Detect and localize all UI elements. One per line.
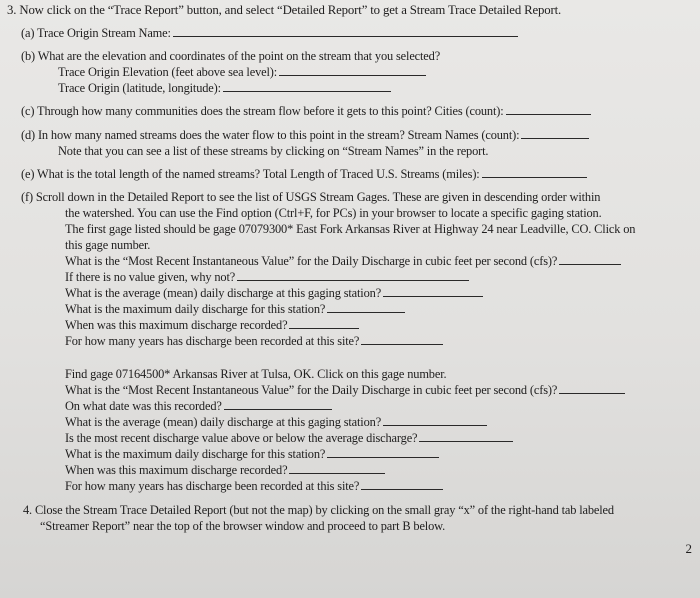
- q3b-coords-prompt: Trace Origin (latitude, longitude):: [58, 81, 221, 95]
- g2-q4-prompt: Is the most recent discharge value above or below the average discharge?: [65, 431, 418, 445]
- q3d-line: [21, 128, 589, 142]
- g2-q5-line: [65, 447, 439, 461]
- g1-q2-answer-blank[interactable]: [237, 270, 469, 281]
- g1-q3-prompt: What is the average (mean) daily discharge at this gaging station?: [65, 286, 382, 300]
- g1-q6-line: [65, 334, 443, 348]
- g1-q1-line: [65, 254, 621, 268]
- g1-q2-line: [65, 270, 469, 284]
- q3f-line-1: (f) Scroll down in the Detailed Report to see the list of USGS Stream Gages. These are given in descending order within: [21, 190, 601, 204]
- g2-q6-line: [65, 463, 385, 477]
- q3c-prompt: (c) Through how many communities does the stream flow before it gets to this point? Cities (count):: [21, 104, 504, 118]
- q3a-answer-blank[interactable]: [173, 26, 518, 37]
- g1-q5-prompt: When was this maximum discharge recorded?: [65, 318, 288, 332]
- g1-q2-prompt: If there is no value given, why not?: [65, 270, 236, 284]
- g1-q3-line: [65, 286, 483, 300]
- q3e-line: [21, 167, 587, 181]
- q3e-prompt: (e) What is the total length of the named streams? Total Length of Traced U.S. Streams (miles):: [21, 167, 480, 181]
- g2-q5-prompt: What is the maximum daily discharge for this station?: [65, 447, 326, 461]
- q3a-line: [21, 26, 518, 40]
- q3e-answer-blank[interactable]: [482, 167, 587, 178]
- g2-q1-answer-blank[interactable]: [559, 383, 625, 394]
- g1-q1-prompt: What is the “Most Recent Instantaneous Value” for the Daily Discharge in cubic feet per second (cfs)?: [65, 254, 558, 268]
- g2-q1-prompt: What is the “Most Recent Instantaneous Value” for the Daily Discharge in cubic feet per second (cfs)?: [65, 383, 558, 397]
- g2-q4-answer-blank[interactable]: [419, 431, 513, 442]
- g2-q3-line: [65, 415, 487, 429]
- g1-q4-line: [65, 302, 405, 316]
- q3d-prompt: (d) In how many named streams does the water flow to this point in the stream? Stream Names (count):: [21, 128, 520, 142]
- g1-q3-answer-blank[interactable]: [383, 286, 483, 297]
- g2-q3-prompt: What is the average (mean) daily discharge at this gaging station?: [65, 415, 382, 429]
- q3d-note: Note that you can see a list of these streams by clicking on “Stream Names” in the report.: [58, 144, 489, 158]
- q3f-line-3: The first gage listed should be gage 07079300* East Fork Arkansas River at Highway 24 near Leadville, CO. Click on: [65, 222, 636, 236]
- g1-q1-answer-blank[interactable]: [559, 254, 621, 265]
- q3b-coords-line: [58, 81, 391, 95]
- q3b-coords-answer-blank[interactable]: [223, 81, 391, 92]
- g2-q6-answer-blank[interactable]: [289, 463, 385, 474]
- q3f-line-4: this gage number.: [65, 238, 151, 252]
- g2-q4-line: [65, 431, 513, 445]
- g1-q6-answer-blank[interactable]: [361, 334, 443, 345]
- q4-line-1: 4. Close the Stream Trace Detailed Report (but not the map) by clicking on the small gray “x” of the right-hand tab labeled: [23, 503, 614, 517]
- q3d-answer-blank[interactable]: [521, 128, 589, 139]
- q3b-elevation-prompt: Trace Origin Elevation (feet above sea level):: [58, 65, 278, 79]
- g1-q5-line: [65, 318, 359, 332]
- g2-q5-answer-blank[interactable]: [327, 447, 439, 458]
- q3-title: 3. Now click on the “Trace Report” button, and select “Detailed Report” to get a Stream Trace Detailed Report.: [7, 3, 562, 17]
- g2-q3-answer-blank[interactable]: [383, 415, 487, 426]
- g2-q2-line: [65, 399, 332, 413]
- q3c-line: [21, 104, 591, 118]
- g2-q7-line: [65, 479, 443, 493]
- g2-q6-prompt: When was this maximum discharge recorded?: [65, 463, 288, 477]
- q3b-elevation-answer-blank[interactable]: [279, 65, 426, 76]
- g2-q2-prompt: On what date was this recorded?: [65, 399, 222, 413]
- q4-line-2: “Streamer Report” near the top of the browser window and proceed to part B below.: [40, 519, 446, 533]
- q3b-elevation-line: [58, 65, 426, 79]
- q3b-prompt: (b) What are the elevation and coordinates of the point on the stream that you selected?: [21, 49, 441, 63]
- g2-q7-prompt: For how many years has discharge been recorded at this site?: [65, 479, 360, 493]
- q3a-prompt: (a) Trace Origin Stream Name:: [21, 26, 171, 40]
- page-number: 2: [685, 541, 692, 556]
- g2-intro: Find gage 07164500* Arkansas River at Tulsa, OK. Click on this gage number.: [65, 367, 447, 381]
- g1-q4-prompt: What is the maximum daily discharge for this station?: [65, 302, 326, 316]
- g1-q5-answer-blank[interactable]: [289, 318, 359, 329]
- g1-q4-answer-blank[interactable]: [327, 302, 405, 313]
- q3f-line-2: the watershed. You can use the Find option (Ctrl+F, for PCs) in your browser to locate a specific gaging station.: [65, 206, 602, 220]
- q3c-answer-blank[interactable]: [506, 104, 591, 115]
- g2-q1-line: [65, 383, 625, 397]
- g2-q2-answer-blank[interactable]: [224, 399, 332, 410]
- g2-q7-answer-blank[interactable]: [361, 479, 443, 490]
- g1-q6-prompt: For how many years has discharge been recorded at this site?: [65, 334, 360, 348]
